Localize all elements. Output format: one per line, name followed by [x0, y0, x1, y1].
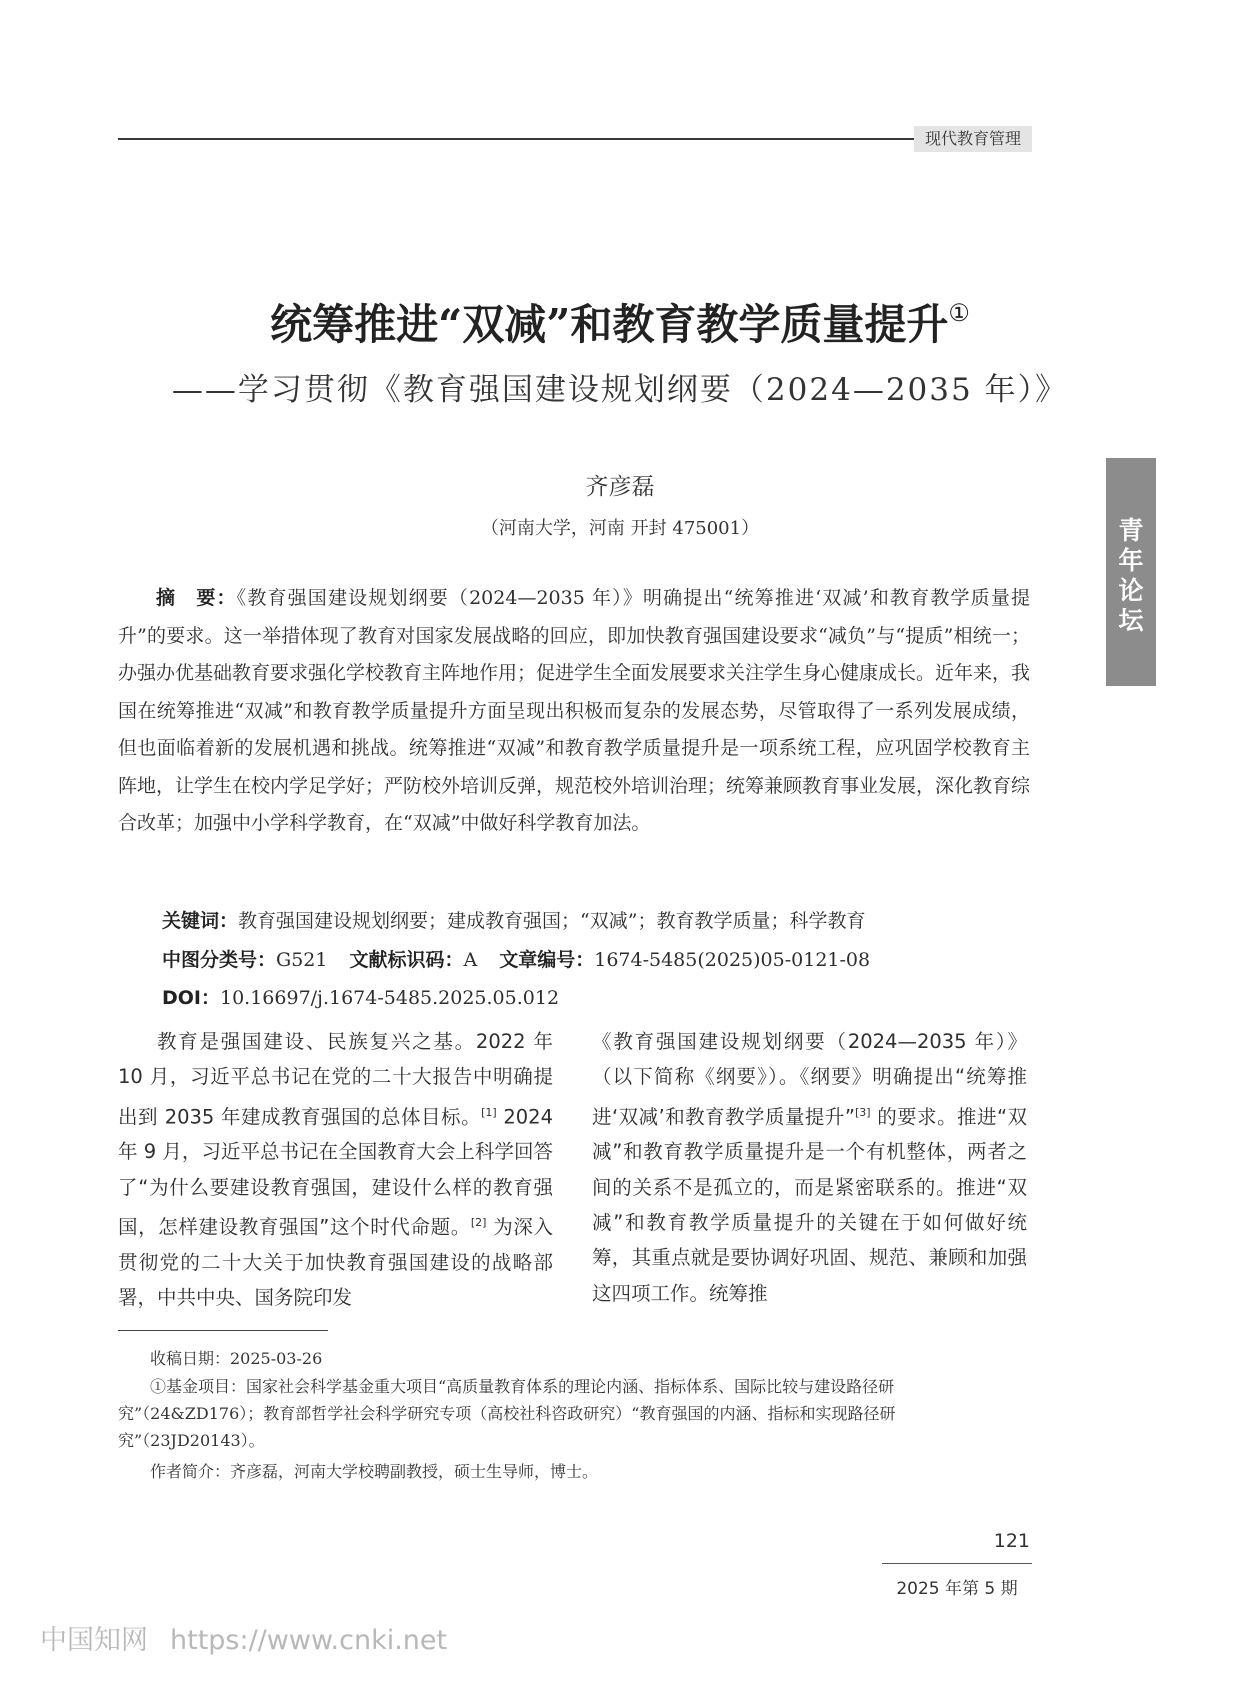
abstract-text: 《教育强国建设规划纲要（2024—2035 年）》明确提出“统筹推进‘双减’和教育教学质量提升”的要求。这一举措体现了教育对国家发展战略的回应，即加快教育强国建设要求“减负”与“提质”相统一；办强办优基础教育要求强化学校教育主阵地作用；促进学生全面发展要求关注学生身心健康成长。近年来，我国在统筹推进“双减”和教育教学质量提升方面呈现出积极而复杂的发展态势，尽管取得了一系列发展成绩，但也面临着新的发展机遇和挑战。统筹推进“双减”和教育教学质量提升是一项系统工程，应巩固学校教育主阵地，让学生在校内学足学好；严防校外培训反弹，规范校外培训治理；统筹兼顾教育事业发展，深化教育综合改革；加强中小学科学教育，在“双减”中做好科学教育加法。: [118, 587, 1031, 834]
clc-value: G521: [276, 949, 328, 971]
column-side-tab: [1106, 458, 1156, 686]
title-text: 统筹推进“双减”和教育教学质量提升: [270, 300, 949, 349]
doi-line: [162, 983, 559, 1010]
article-no-label: 文章编号：: [499, 949, 595, 971]
doc-code-value: A: [463, 949, 478, 971]
body-text: 《教育强国建设规划纲要（2024—2035 年）》（以下简称《纲要》）。《纲要》明确提出“统筹推进‘双减’和教育教学质量提升”: [592, 1030, 1027, 1129]
footer-rule: [882, 1563, 1032, 1564]
keywords: [162, 906, 865, 933]
body-text: 教育是强国建设、民族复兴之基。2022 年 10 月，习近平总书记在党的二十大报告中明确提出到 2035 年建成教育强国的总体目标。: [118, 1030, 553, 1129]
reference-mark: [3]: [854, 1105, 871, 1119]
doi-label: DOI：: [162, 987, 220, 1009]
watermark-brand: 中国知网: [40, 1625, 148, 1656]
side-tab-char: 论: [1118, 576, 1144, 605]
reference-mark: [2]: [470, 1215, 487, 1229]
footnote-fund: ①基金项目：国家社会科学基金重大项目“高质量教育体系的理论内涵、指标体系、国际比较与建设路径研究”（24&ZD176）；教育部哲学社会科学研究专项（高校社科咨政研究）“教育强国的内涵、指标和实现路径研究”（23JD20143）。: [118, 1377, 896, 1450]
footnote-author-bio: 作者简介：齐彦磊，河南大学校聘副教授，硕士生导师，博士。: [150, 1462, 599, 1481]
keywords-text: 教育强国建设规划纲要；建成教育强国；“双减”；教育教学质量；科学教育: [238, 910, 866, 932]
author-name: 齐彦磊: [585, 474, 655, 500]
journal-section-label: 现代教育管理: [914, 126, 1032, 152]
side-tab-char: 坛: [1118, 606, 1144, 635]
body-left-column: [118, 1024, 553, 1315]
abstract: [118, 580, 1030, 843]
body-text: 为深入贯彻党的二十大关于加快教育强国建设的战略部署，中共中央、国务院印发: [118, 1215, 553, 1310]
clc-label: 中图分类号：: [162, 949, 277, 971]
doc-code-label: 文献标识码：: [349, 949, 464, 971]
page-number: 121: [993, 1530, 1030, 1552]
side-tab-char: 青: [1118, 516, 1144, 545]
author-affiliation: （河南大学，河南 开封 475001）: [480, 518, 760, 539]
cnki-watermark: [40, 1618, 447, 1657]
article-title: [0, 292, 1240, 352]
footnote-rule: [118, 1330, 328, 1331]
doi-value: 10.16697/j.1674-5485.2025.05.012: [220, 987, 560, 1009]
article-subtitle: ——学习贯彻《教育强国建设规划纲要（2024—2035 年）》: [171, 372, 1069, 408]
footnote-received-date: 收稿日期：2025-03-26: [150, 1349, 323, 1368]
body-text: 2024 年 9 月，习近平总书记在全国教育大会上科学回答了“为什么要建设教育强国，建设什么样的教育强国，怎样建设教育强国”这个时代命题。: [118, 1105, 553, 1239]
watermark-url: https://www.cnki.net: [170, 1625, 448, 1656]
header-rule: [118, 138, 918, 140]
body-right-column: [592, 1024, 1027, 1311]
keywords-label: 关键词：: [162, 910, 239, 932]
title-footnote-mark: ①: [948, 299, 970, 327]
classification-line: [162, 945, 870, 972]
body-text: 的要求。推进“双减”和教育教学质量提升是一个有机整体，两者之间的关系不是孤立的，而是紧密联系的。推进“双减”和教育教学质量提升的关键在于如何做好统筹，其重点就是要协调好巩固、规范、兼顾和加强这四项工作。统筹推: [592, 1105, 1028, 1305]
reference-mark: [1]: [481, 1105, 497, 1119]
side-tab-char: 年: [1118, 546, 1144, 575]
issue-label: 2025 年第 5 期: [896, 1579, 1018, 1599]
abstract-label: 摘 要：: [156, 587, 237, 609]
article-no-value: 1674-5485(2025)05-0121-08: [594, 949, 871, 971]
